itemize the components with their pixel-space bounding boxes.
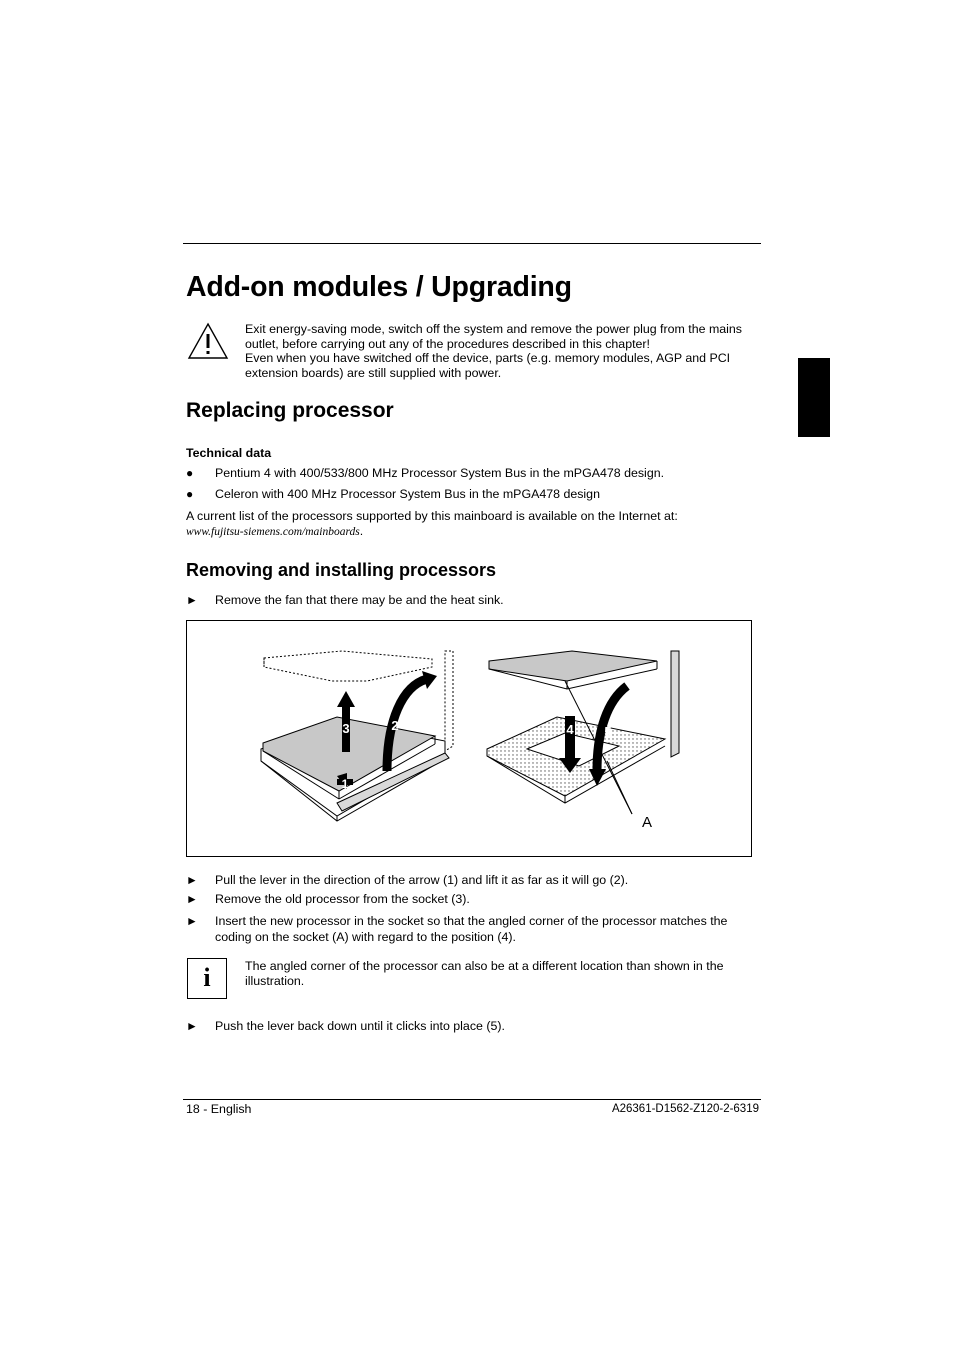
figure-label-4: 4	[566, 722, 574, 737]
step-item: Pull the lever in the direction of the arrow (1) and lift it as far as it will go (2).	[215, 873, 629, 887]
figure-label-1: 1	[341, 777, 349, 791]
bullet-item: Celeron with 400 MHz Processor System Bus in the mPGA478 design	[215, 487, 600, 501]
figure-drawing	[187, 621, 751, 856]
step-item: Remove the fan that there may be and the heat sink.	[215, 593, 504, 607]
step-arrow-icon: ►	[186, 892, 198, 906]
page-title: Add-on modules / Upgrading	[186, 271, 572, 303]
processor-installation-figure	[186, 620, 752, 857]
warning-text	[245, 322, 761, 380]
processor-list-text: A current list of the processors supported by this mainboard is available on the Internet at:	[186, 509, 678, 523]
step-item: Push the lever back down until it clicks into place (5).	[215, 1019, 505, 1033]
warning-triangle-icon	[187, 322, 229, 360]
section-title: Replacing processor	[186, 399, 394, 422]
bullet-item: Pentium 4 with 400/533/800 MHz Processor System Bus in the mPGA478 design.	[215, 466, 665, 480]
footer-rule	[183, 1099, 761, 1100]
processor-list-paragraph	[186, 509, 760, 539]
figure-label-2: 2	[391, 718, 399, 733]
mainboards-url[interactable]: www.fujitsu-siemens.com/mainboards	[186, 525, 360, 538]
subsection-title: Removing and installing processors	[186, 560, 497, 580]
info-icon: i	[187, 958, 227, 999]
right-socket-illustration	[487, 651, 679, 814]
footer-document-id: A26361-D1562-Z120-2-6319	[611, 1103, 759, 1115]
step-arrow-icon: ►	[186, 593, 198, 607]
step-item: Remove the old processor from the socket (3).	[215, 892, 470, 906]
technical-data-label: Technical data	[186, 446, 272, 460]
figure-label-a: A	[641, 814, 653, 831]
warning-line-2: Even when you have switched off the device, parts (e.g. memory modules, AGP and PCI extension boards) are still supplied with power.	[245, 351, 731, 380]
url-suffix: .	[359, 523, 364, 538]
step-arrow-icon: ►	[186, 914, 198, 928]
step-arrow-icon: ►	[186, 1019, 198, 1033]
info-text: The angled corner of the processor can also be at a different location than shown in the illustration.	[245, 959, 724, 988]
language-tab-marker	[798, 358, 830, 437]
footer-page-number: 18 - English	[186, 1102, 252, 1116]
top-rule	[183, 243, 761, 244]
figure-label-5: 5	[604, 724, 612, 739]
warning-line-1: Exit energy-saving mode, switch off the system and remove the power plug from the mains outlet, before carrying out any of the procedures described in this chapter!	[245, 322, 743, 351]
figure-label-3: 3	[342, 721, 350, 736]
bullet-dot-icon: ●	[186, 487, 194, 501]
bullet-dot-icon: ●	[186, 466, 194, 480]
step-arrow-icon: ►	[186, 873, 198, 887]
step-item: Insert the new processor in the socket so that the angled corner of the processor matches the coding on the socket (A) with regard to the position (4).	[215, 914, 728, 944]
